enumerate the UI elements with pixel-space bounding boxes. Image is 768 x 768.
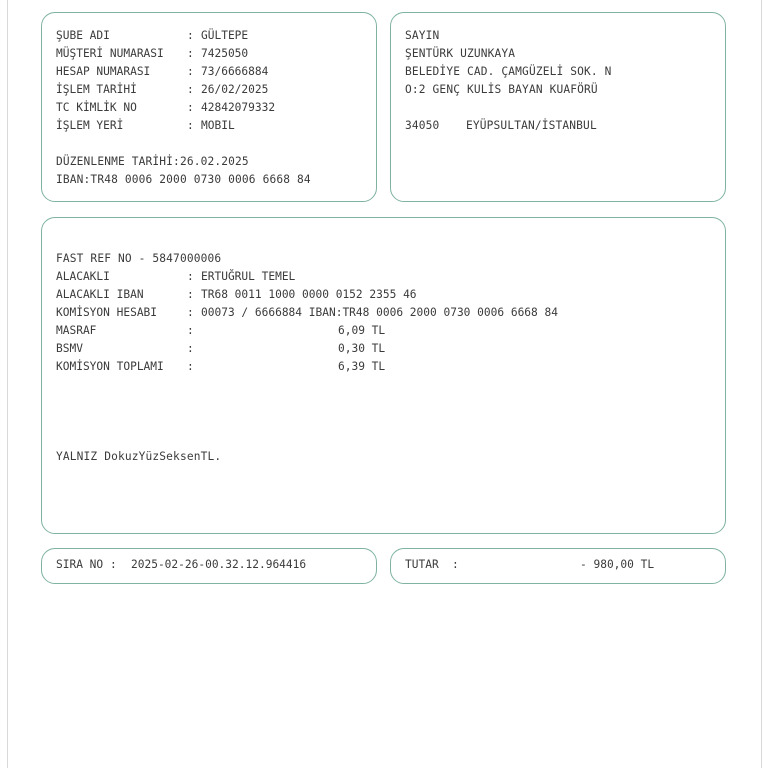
creditor-label: ALACAKLI bbox=[56, 270, 110, 283]
account-number-value: 73/6666884 bbox=[201, 65, 269, 78]
issue-date: DÜZENLENME TARİHİ:26.02.2025 bbox=[56, 155, 249, 168]
colon: : bbox=[187, 29, 194, 42]
transaction-date-value: 26/02/2025 bbox=[201, 83, 269, 96]
sequence-number-box bbox=[41, 548, 377, 584]
address-line-1: BELEDİYE CAD. ÇAMGÜZELİ SOK. N bbox=[405, 65, 612, 78]
address-box bbox=[390, 12, 726, 202]
branch-info-box bbox=[41, 12, 377, 202]
total-amount-label: TUTAR bbox=[405, 558, 439, 571]
colon: : bbox=[187, 324, 194, 337]
commission-account-value: 00073 / 6666884 IBAN:TR48 0006 2000 0730 0006 6668 84 bbox=[201, 306, 558, 319]
commission-total-value: 6,39 TL bbox=[338, 360, 386, 373]
colon: : bbox=[110, 558, 117, 571]
colon: : bbox=[187, 288, 194, 301]
fee-label: MASRAF bbox=[56, 324, 97, 337]
creditor-value: ERTUĞRUL TEMEL bbox=[201, 270, 296, 283]
transfer-details-box bbox=[41, 217, 726, 534]
tc-id-label: TC KİMLİK NO bbox=[56, 101, 137, 114]
total-amount-box bbox=[390, 548, 726, 584]
colon: : bbox=[187, 65, 194, 78]
commission-total-label: KOMİSYON TOPLAMI bbox=[56, 360, 164, 373]
colon: : bbox=[187, 83, 194, 96]
sequence-number-label: SIRA NO bbox=[56, 558, 104, 571]
total-amount-value: - 980,00 TL bbox=[580, 558, 655, 571]
colon: : bbox=[187, 101, 194, 114]
creditor-iban-label: ALACAKLI IBAN bbox=[56, 288, 144, 301]
transaction-place-label: İŞLEM YERİ bbox=[56, 119, 124, 132]
creditor-iban-value: TR68 0011 1000 0000 0152 2355 46 bbox=[201, 288, 417, 301]
customer-iban: IBAN:TR48 0006 2000 0730 0006 6668 84 bbox=[56, 173, 311, 186]
commission-account-label: KOMİSYON HESABI bbox=[56, 306, 158, 319]
colon: : bbox=[187, 306, 194, 319]
city: EYÜPSULTAN/İSTANBUL bbox=[466, 119, 597, 132]
customer-number-label: MÜŞTERİ NUMARASI bbox=[56, 47, 164, 60]
colon: : bbox=[187, 47, 194, 60]
account-number-label: HESAP NUMARASI bbox=[56, 65, 151, 78]
colon: : bbox=[452, 558, 459, 571]
amount-in-words: YALNIZ DokuzYüzSeksenTL. bbox=[56, 450, 222, 463]
recipient-name: ŞENTÜRK UZUNKAYA bbox=[405, 47, 516, 60]
colon: : bbox=[187, 270, 194, 283]
branch-name-value: GÜLTEPE bbox=[201, 29, 249, 42]
transaction-date-label: İŞLEM TARİHİ bbox=[56, 83, 137, 96]
page-edge-left bbox=[7, 0, 8, 768]
page-edge-right bbox=[761, 0, 762, 768]
fee-value: 6,09 TL bbox=[338, 324, 386, 337]
colon: : bbox=[187, 342, 194, 355]
address-line-2: O:2 GENÇ KULİS BAYAN KUAFÖRÜ bbox=[405, 83, 598, 96]
bsmv-label: BSMV bbox=[56, 342, 83, 355]
salutation: SAYIN bbox=[405, 29, 440, 42]
tc-id-value: 42842079332 bbox=[201, 101, 276, 114]
colon: : bbox=[187, 360, 194, 373]
bsmv-value: 0,30 TL bbox=[338, 342, 386, 355]
postal-code: 34050 bbox=[405, 119, 440, 132]
colon: : bbox=[187, 119, 194, 132]
transaction-place-value: MOBIL bbox=[201, 119, 235, 132]
customer-number-value: 7425050 bbox=[201, 47, 249, 60]
fast-ref-number: FAST REF NO - 5847000006 bbox=[56, 252, 222, 265]
sequence-number-value: 2025-02-26-00.32.12.964416 bbox=[131, 558, 307, 571]
branch-name-label: ŞUBE ADI bbox=[56, 29, 110, 42]
